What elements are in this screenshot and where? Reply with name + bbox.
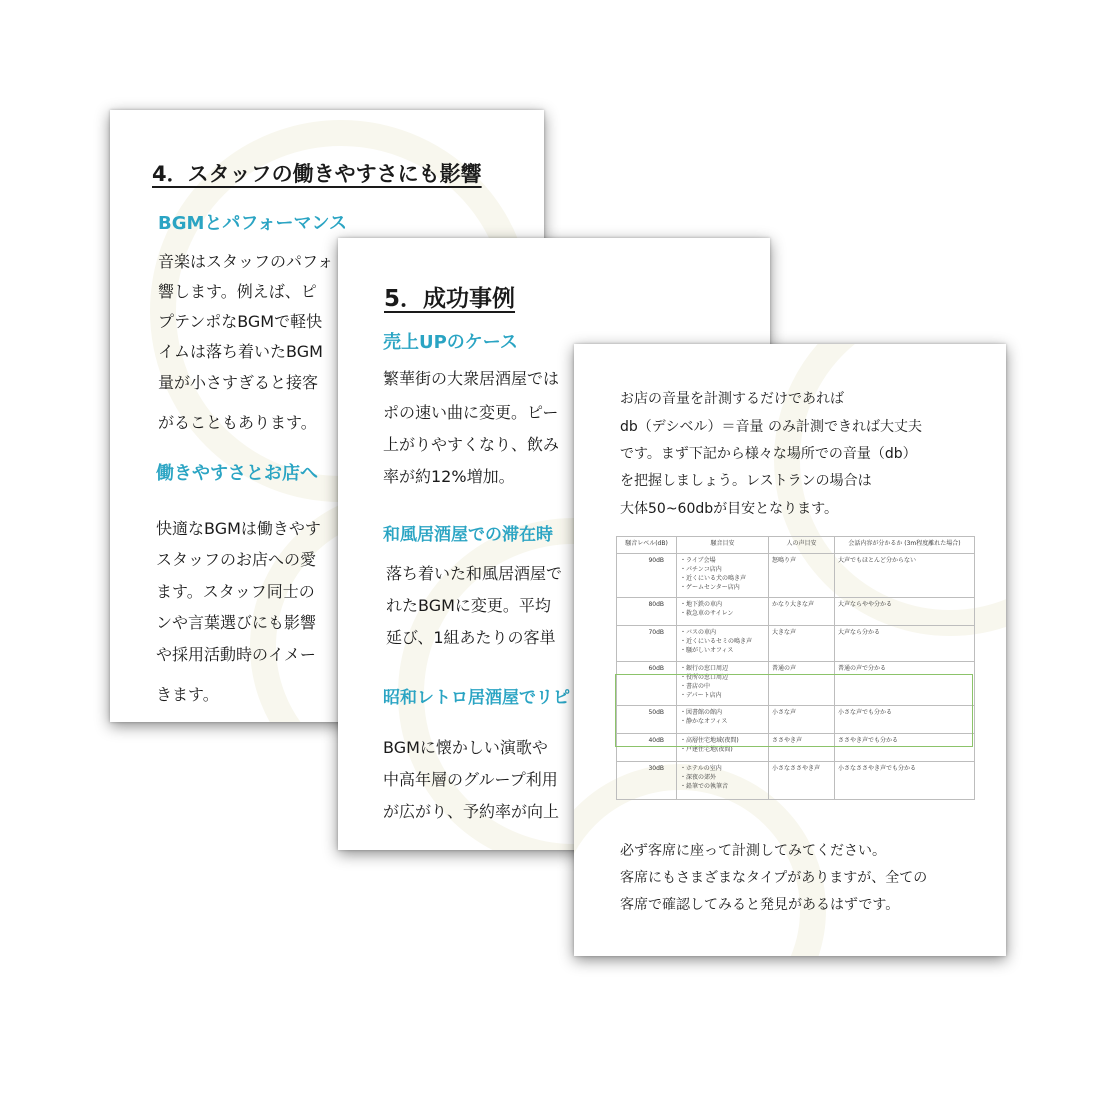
section-heading: 昭和レトロ居酒屋でリピ [383,688,570,708]
paragraph-line: 音楽はスタッフのパフォ [158,252,334,271]
voice-cell: かなり大きな声 [769,598,835,626]
paragraph-line: や採用活動時のイメー [156,645,316,664]
paragraph-line: ンや言葉選びにも影響 [156,613,317,632]
noise-level-cell: 30dB [617,762,677,800]
paragraph-line: 上がりやすくなり、飲み [383,435,560,454]
places-cell: ・地下鉄の車内 ・救急車のサイレン [677,598,769,626]
paragraph-line: 延び、1組あたりの客単 [386,628,556,647]
paragraph-line: BGMに懐かしい演歌や [383,738,548,757]
audible-cell: 大声ならやや分かる [835,598,975,626]
outro-line: 必ず客席に座って計測してみてください。 [620,843,886,859]
section-heading: 和風居酒屋での滞在時 [383,525,553,545]
voice-cell: 怒鳴り声 [769,554,835,598]
table-row [617,554,975,598]
places-cell: ・ライブ会場 ・パチンコ店内 ・近くにいる犬の鳴き声 ・ゲームセンター店内 [677,554,769,598]
paragraph-line: ます。スタッフ同士の [156,582,315,601]
page-title: 5．成功事例 [384,286,516,312]
places-cell: ・バスの車内 ・近くにいるセミの鳴き声 ・騒がしいオフィス [677,626,769,662]
intro-line: を把握しましょう。レストランの場合は [620,473,872,489]
paragraph-line: ポの速い曲に変更。ピー [383,403,559,422]
places-cell: ・ホテルの室内 ・深夜の郊外 ・鉛筆での執筆音 [677,762,769,800]
column-header: 会話内容が分かるか (3m程度離れた場合) [835,537,975,554]
noise-level-cell: 60dB [617,662,677,706]
audible-cell: ささやき声でも分かる [835,734,975,762]
table-row [617,706,975,734]
section-heading: 働きやすさとお店へ [156,463,318,484]
document-page-measure [574,344,1006,956]
section-heading: BGMとパフォーマンス [158,213,347,234]
intro-line: 大体50~60dbが目安となります。 [620,501,839,517]
paragraph-line: 快適なBGMは働きやす [156,519,321,538]
paragraph-line: がることもあります。 [158,413,317,432]
intro-line: お店の音量を計測するだけであれば [620,391,844,407]
table-row [617,626,975,662]
paragraph-line: が広がり、予約率が向上 [383,802,560,821]
paragraph-line: 繁華街の大衆居酒屋では [383,369,560,388]
noise-level-cell: 90dB [617,554,677,598]
column-header: 騒音目安 [677,537,769,554]
table-row [617,598,975,626]
table-row [617,662,975,706]
paragraph-line: きます。 [156,685,219,704]
paragraph-line: イムは落ち着いたBGM [158,342,323,361]
paragraph-line: プテンポなBGMで軽快 [158,312,323,331]
paragraph-line: 落ち着いた和風居酒屋で [386,564,563,583]
intro-line: です。まず下記から様々な場所での音量（db） [620,446,917,462]
paragraph-line: 量が小さすぎると接客 [158,373,319,392]
places-cell: ・図書館の館内 ・静かなオフィス [677,706,769,734]
noise-level-cell: 70dB [617,626,677,662]
audible-cell: 大声でもほとんど分からない [835,554,975,598]
voice-cell: 大きな声 [769,626,835,662]
noise-level-cell: 50dB [617,706,677,734]
paragraph-line: 響します。例えば、ピ [158,282,317,301]
paragraph-line: れたBGMに変更。平均 [386,596,551,615]
noise-level-table [616,536,975,800]
table-header-row [617,537,975,554]
table-row [617,762,975,800]
noise-level-cell: 80dB [617,598,677,626]
audible-cell: 小さなささやき声でも分かる [835,762,975,800]
outro-line: 客席にもさまざまなタイプがありますが、全ての [620,870,928,886]
intro-line: db（デシベル）＝音量 のみ計測できれば大丈夫 [620,419,922,435]
paragraph-line: スタッフのお店への愛 [156,550,317,569]
voice-cell: 小さな声 [769,706,835,734]
page-title: 4．スタッフの働きやすさにも影響 [152,162,482,186]
places-cell: ・銀行の窓口周辺 ・役所の窓口周辺 ・書店の中 ・デパート店内 [677,662,769,706]
places-cell: ・高層住宅地域(夜間) ・戸建住宅地(夜間) [677,734,769,762]
column-header: 人の声目安 [769,537,835,554]
audible-cell: 小さな声でも分かる [835,706,975,734]
voice-cell: 小さなささやき声 [769,762,835,800]
voice-cell: 普通の声 [769,662,835,706]
noise-level-cell: 40dB [617,734,677,762]
paragraph-line: 率が約12%増加。 [383,467,515,486]
audible-cell: 大声なら分かる [835,626,975,662]
audible-cell: 普通の声で分かる [835,662,975,706]
outro-line: 客席で確認してみると発見があるはずです。 [620,897,900,913]
column-header: 騒音レベル(dB) [617,537,677,554]
table-row [617,734,975,762]
section-heading: 売上UPのケース [383,332,518,353]
paragraph-line: 中高年層のグループ利用 [383,770,558,789]
voice-cell: ささやき声 [769,734,835,762]
